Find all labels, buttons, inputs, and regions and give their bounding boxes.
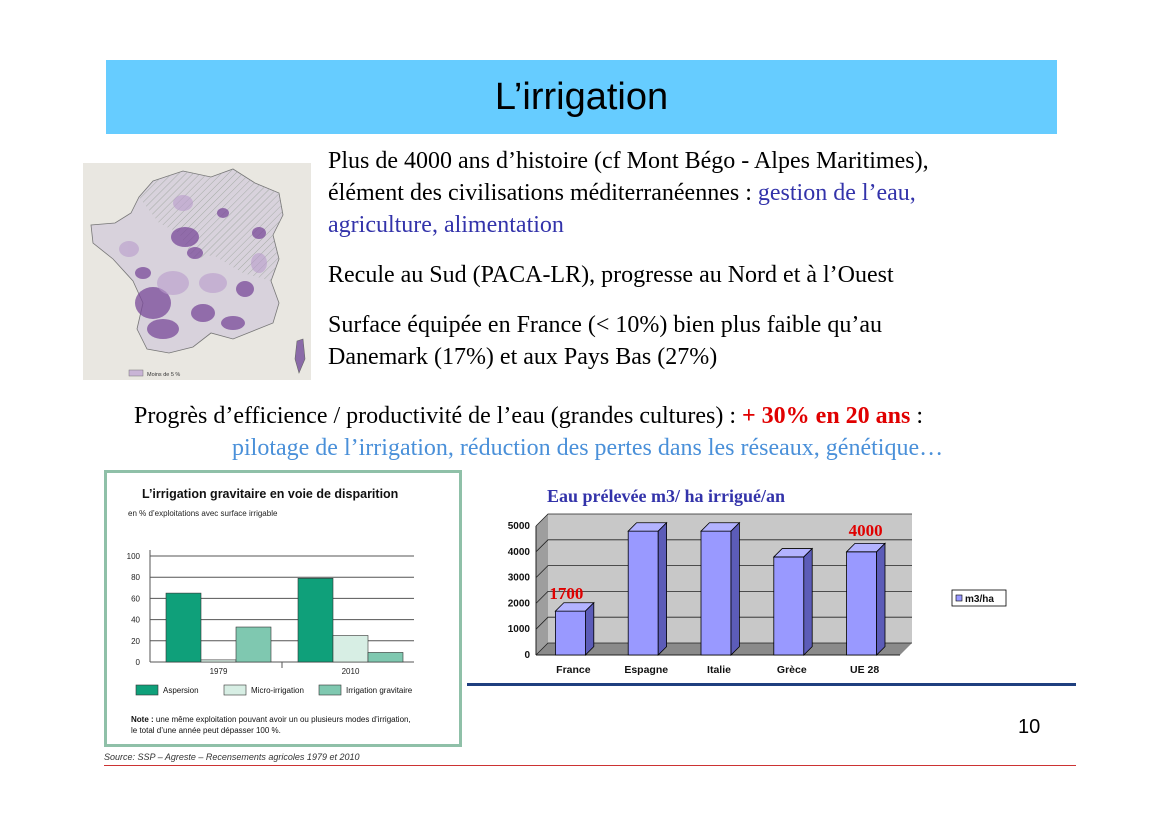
left-chart-xtick: 2010 (341, 667, 360, 676)
right-chart-side-wall (536, 514, 548, 655)
right-chart-bar-side-france (585, 603, 593, 655)
left-chart-ytick: 0 (135, 658, 140, 667)
right-chart-bar-side-grece (804, 549, 812, 655)
right-chart-ytick: 2000 (507, 598, 530, 610)
left-chart-legend-label-micro-irrigation: Micro-irrigation (251, 686, 304, 695)
right-chart-xtick-ue-28: UE 28 (850, 664, 880, 676)
right-chart-ytick: 0 (524, 650, 530, 661)
page-number: 10 (1018, 716, 1041, 738)
left-chart-bar-irrigation-gravitaire-1979 (236, 627, 271, 662)
left-chart-legend-label-aspersion: Aspersion (163, 686, 199, 695)
left-chart-ytick: 100 (126, 552, 140, 561)
left-chart-bar-aspersion-1979 (166, 593, 201, 662)
right-chart-annotation-ue-28: 4000 (848, 520, 883, 540)
bullet-history (328, 145, 929, 241)
right-chart-bar-france (555, 611, 585, 655)
left-chart-bar-irrigation-gravitaire-2010 (368, 652, 403, 662)
right-chart-bar-grece (774, 557, 804, 655)
left-chart-legend-label-irrigation-gravitaire: Irrigation gravitaire (346, 686, 413, 695)
right-chart-annotation-france: 1700 (549, 584, 584, 604)
bullet-history-line3: agriculture, alimentation (328, 212, 564, 238)
right-chart-xtick-italie: Italie (707, 664, 731, 676)
right-chart-bar-side-espagne (658, 523, 666, 655)
right-chart-bar-italie (701, 531, 731, 655)
right-chart-xtick-espagne: Espagne (624, 664, 669, 676)
left-chart-legend-swatch-aspersion (136, 685, 158, 695)
water-withdrawal-chart (490, 480, 1050, 685)
right-chart-bar-espagne (628, 531, 658, 655)
left-chart-xtick: 1979 (209, 667, 228, 676)
right-chart-title: Eau prélevée m3/ ha irrigué/an (547, 486, 785, 506)
left-chart-bar-aspersion-2010 (298, 578, 333, 662)
left-chart-title: L’irrigation gravitaire en voie de disparition (142, 487, 399, 501)
chart-source: Source: SSP – Agreste – Recensements agricoles 1979 et 2010 (104, 752, 360, 762)
right-chart-ytick: 3000 (507, 572, 530, 584)
bullet-efficiency-line2: pilotage de l’irrigation, réduction des pertes dans les réseaux, génétique… (232, 435, 944, 461)
left-chart-ytick: 80 (131, 573, 140, 583)
left-chart-note-line2: le total d’une année peut dépasser 100 %. (131, 726, 281, 735)
left-chart-subtitle: en % d’exploitations avec surface irrigable (128, 509, 278, 518)
right-chart-legend (952, 590, 1006, 606)
right-chart-ytick: 1000 (507, 624, 530, 636)
bullet-efficiency-text: Progrès d’efficience / productivité de l’eau (grandes cultures) : (134, 403, 742, 429)
left-chart-ytick: 20 (131, 636, 140, 646)
right-chart-ytick: 4000 (507, 546, 530, 558)
bullet-surface-line2: Danemark (17%) et aux Pays Bas (27%) (328, 344, 718, 370)
divider-blue (467, 683, 1076, 686)
bullet-efficiency-highlight: + 30% en 20 ans (741, 403, 911, 429)
bullet-history-line1: Plus de 4000 ans d’histoire (cf Mont Bégo - Alpes Maritimes), (328, 148, 929, 174)
bullet-history-line2 (328, 177, 929, 209)
left-chart-note-text: une même exploitation pouvant avoir un ou plusieurs modes d’irrigation, (153, 715, 411, 724)
left-chart-ytick: 60 (131, 594, 140, 604)
bullet-surface-line1: Surface équipée en France (< 10%) bien plus faible qu’au (328, 312, 882, 338)
right-chart-legend-swatch (956, 595, 962, 601)
slide-title: L’irrigation (494, 75, 669, 118)
divider-red (104, 765, 1076, 766)
bullet-efficiency-line1 (134, 400, 923, 432)
right-chart-xtick-france: France (556, 664, 591, 676)
bullet-history-line2-text: élément des civilisations méditerranéennes : (328, 180, 758, 206)
bullet-surface (328, 309, 882, 373)
left-chart-ytick: 40 (131, 615, 140, 625)
left-chart-legend (136, 685, 413, 695)
left-chart-note-label: Note : (131, 715, 154, 724)
bullet-efficiency (134, 400, 923, 432)
slide-title-bar (106, 60, 1057, 134)
bullet-trend: Recule au Sud (PACA-LR), progresse au Nord et à l’Ouest (328, 262, 894, 288)
map-legend-swatch (129, 370, 143, 376)
bullet-history-highlight: gestion de l’eau, (757, 180, 916, 206)
map-legend-label: Moins de 5 % (147, 372, 181, 378)
left-chart-legend-swatch-irrigation-gravitaire (319, 685, 341, 695)
left-chart-note-line1 (131, 715, 411, 724)
right-chart-bar-ue-28 (847, 552, 877, 655)
france-irrigation-map (83, 163, 311, 380)
gravity-irrigation-chart (104, 470, 462, 747)
left-chart-bar-micro-irrigation-1979 (201, 660, 236, 662)
right-chart-ytick: 5000 (507, 521, 530, 532)
right-chart-bar-side-ue-28 (877, 543, 885, 655)
right-chart-xtick-grece: Grèce (776, 664, 807, 676)
left-chart-bar-micro-irrigation-2010 (333, 636, 368, 663)
left-chart-legend-swatch-micro-irrigation (224, 685, 246, 695)
bullet-efficiency-colon: : (910, 403, 924, 429)
right-chart-bar-side-italie (731, 523, 739, 655)
right-chart-legend-label: m3/ha (965, 594, 994, 605)
